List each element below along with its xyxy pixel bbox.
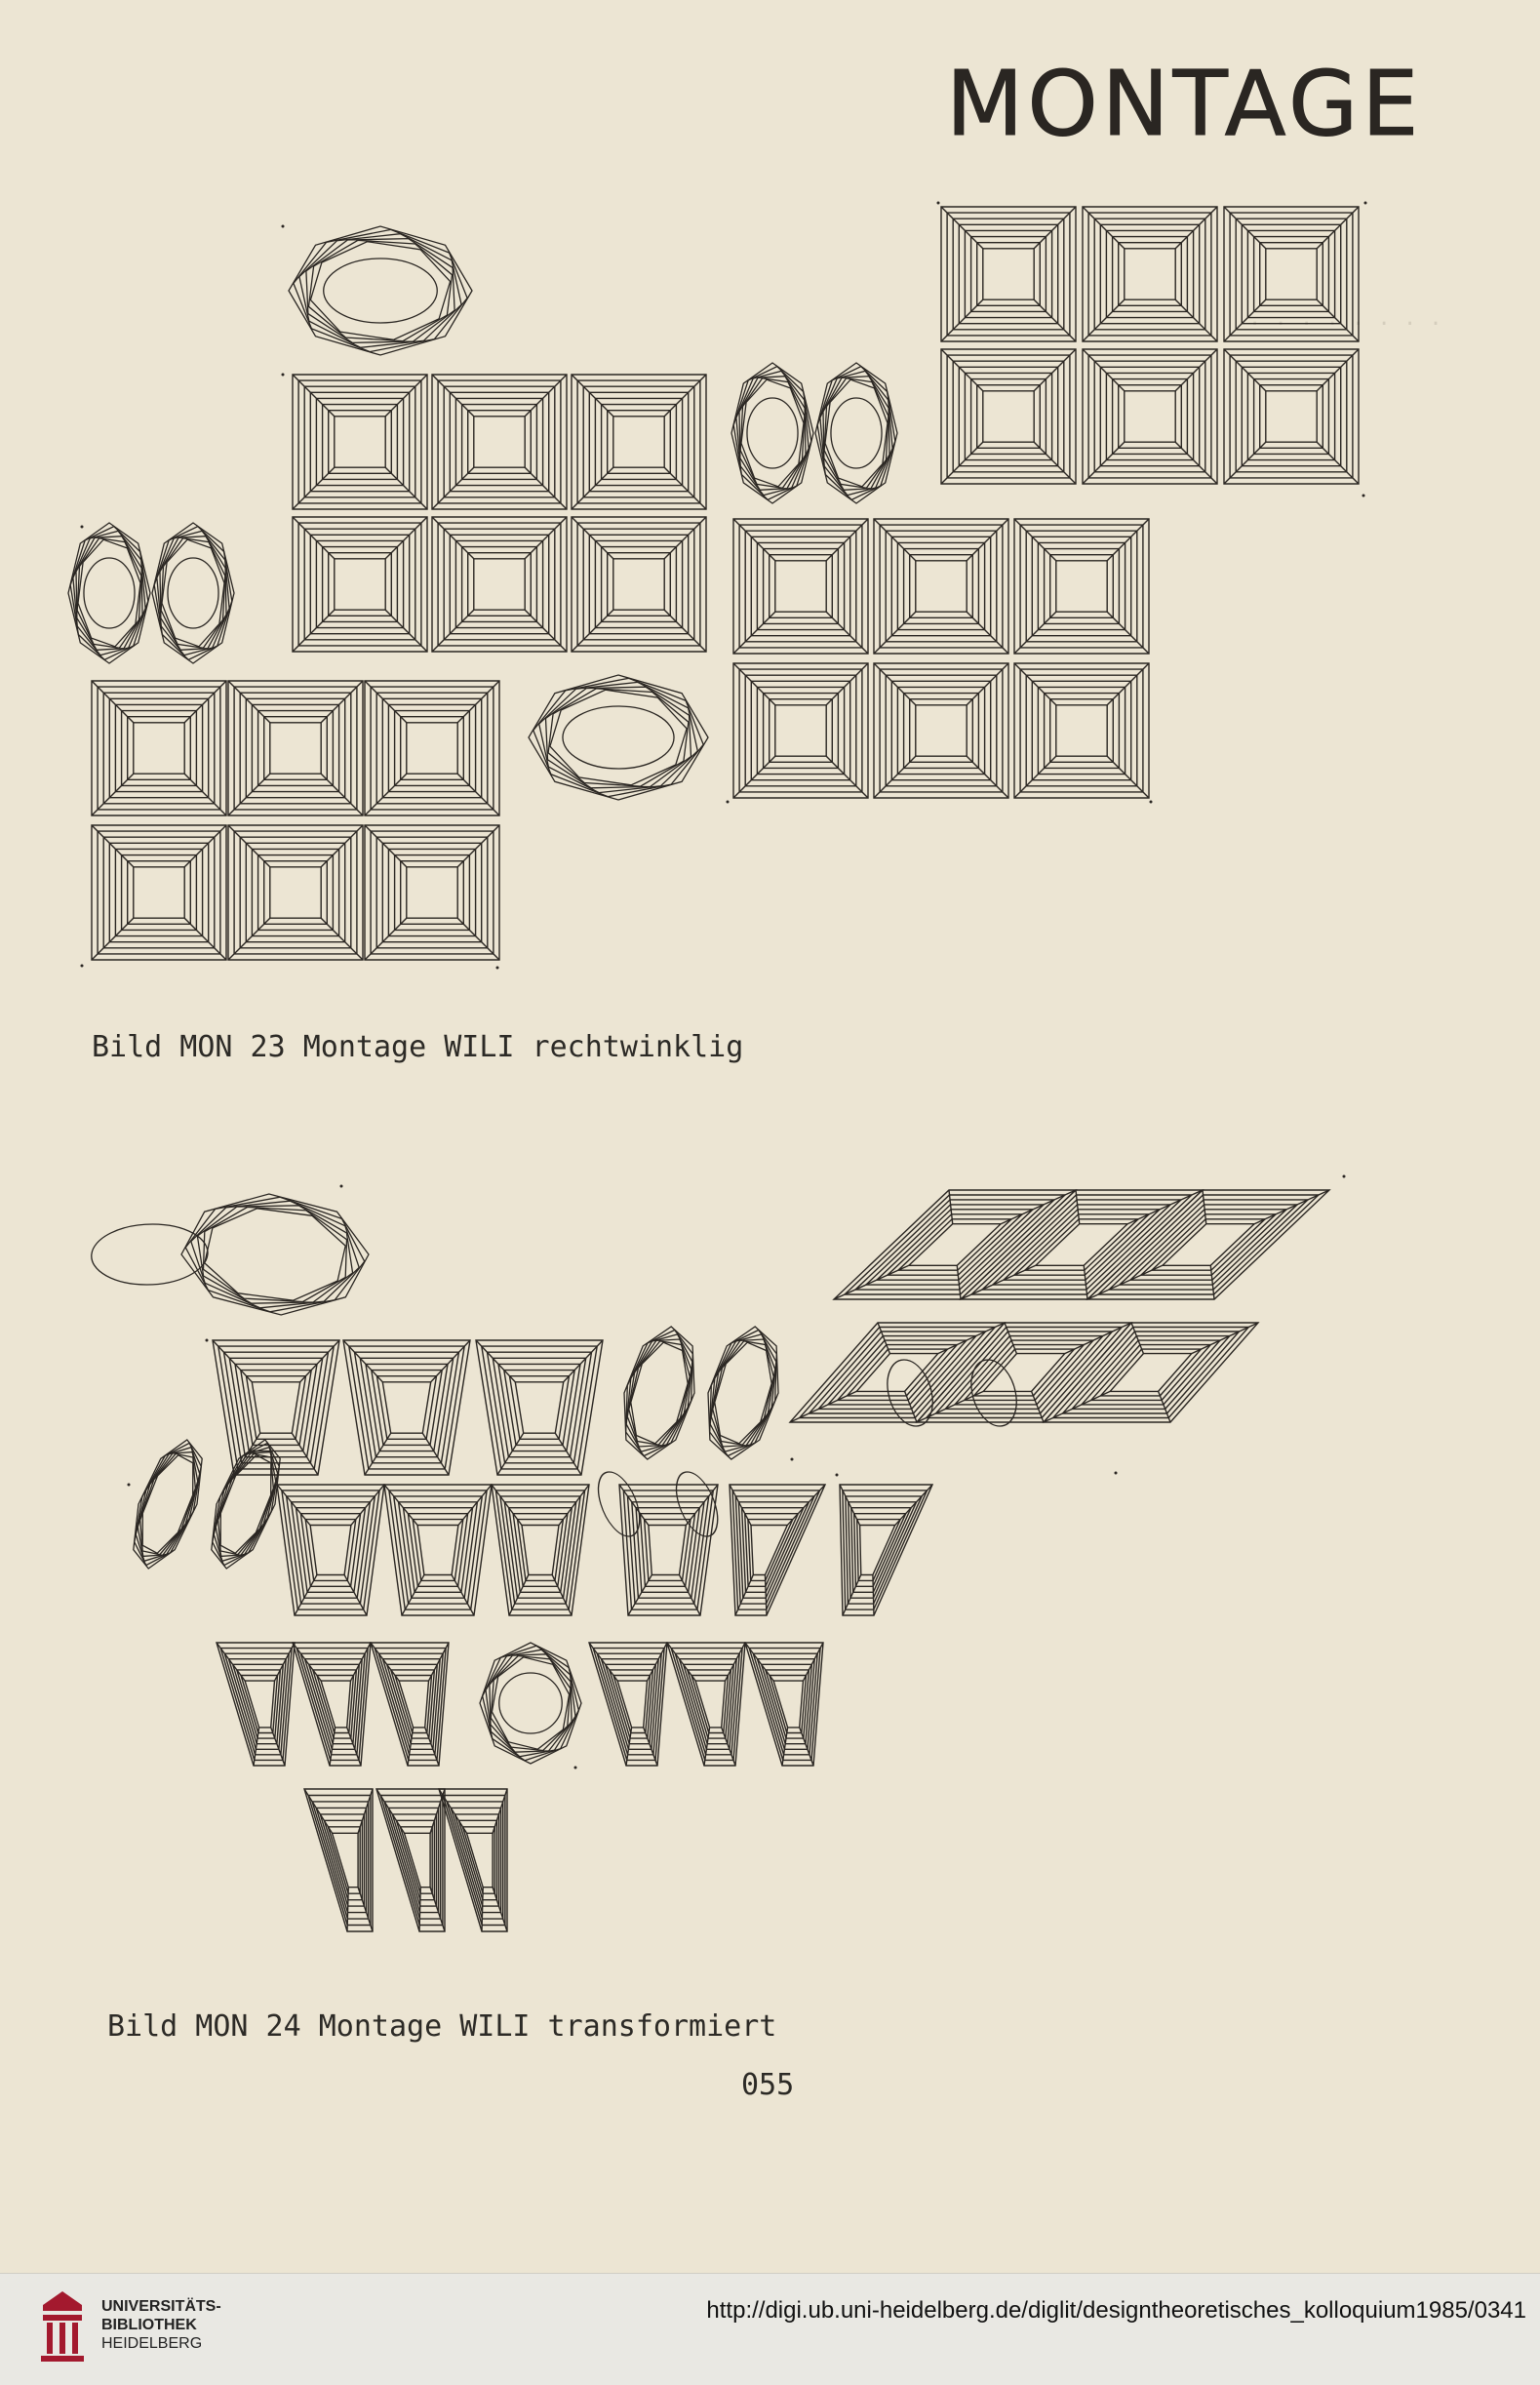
plot-corner-dot bbox=[340, 1185, 343, 1188]
permalink-url[interactable]: http://digi.ub.uni-heidelberg.de/diglit/designtheoretisches_kolloquium1985/0341 bbox=[706, 2297, 1526, 2324]
compressed-frame-tile bbox=[439, 1789, 507, 1931]
library-name-line-3: HEIDELBERG bbox=[101, 2335, 203, 2352]
plot-corner-dot bbox=[1343, 1175, 1346, 1178]
library-name-line-1: UNIVERSITÄTS- bbox=[101, 2298, 221, 2315]
plot-corner-dot bbox=[128, 1484, 131, 1487]
sheared-frame-tile bbox=[961, 1190, 1203, 1299]
plot-corner-dot bbox=[206, 1339, 209, 1342]
plot-corner-dot bbox=[1115, 1472, 1118, 1475]
trapezoid-frame-tile bbox=[277, 1485, 384, 1615]
trapezoid-frame-tile bbox=[619, 1485, 718, 1615]
show-through-text: · · · · · · · · bbox=[1248, 312, 1442, 337]
compressed-frame-tile bbox=[667, 1643, 745, 1766]
plot-corner-dot bbox=[574, 1767, 577, 1769]
lens-motif bbox=[708, 1327, 1021, 1459]
lens-motif bbox=[89, 1194, 369, 1315]
compressed-frame-tile bbox=[371, 1643, 449, 1766]
page-number: 055 bbox=[741, 2068, 795, 2102]
trapezoid-frame-tile bbox=[730, 1485, 825, 1615]
lens-motif bbox=[480, 1643, 581, 1764]
figure-24-caption: Bild MON 24 Montage WILI transformiert bbox=[107, 2009, 777, 2044]
viewer-footer bbox=[0, 2273, 1540, 2385]
compressed-frame-tile bbox=[293, 1643, 371, 1766]
plot-corner-dot bbox=[791, 1458, 794, 1461]
university-library-logo-icon bbox=[35, 2286, 90, 2367]
trapezoid-frame-tile bbox=[492, 1485, 589, 1615]
trapezoid-frame-tile bbox=[384, 1485, 492, 1615]
library-name bbox=[101, 2297, 221, 2353]
page-heading: MONTAGE bbox=[946, 52, 1423, 156]
sheared-frame-tile bbox=[834, 1190, 1076, 1299]
compressed-frame-tile bbox=[304, 1789, 373, 1931]
lens-motif bbox=[624, 1327, 937, 1459]
compressed-frame-tile bbox=[745, 1643, 823, 1766]
compressed-frame-tile bbox=[376, 1789, 445, 1931]
trapezoid-frame-tile bbox=[476, 1340, 603, 1475]
figure-23-caption: Bild MON 23 Montage WILI rechtwinklig bbox=[92, 1030, 744, 1064]
sheared-frame-tile bbox=[1087, 1190, 1329, 1299]
trapezoid-frame-tile bbox=[213, 1340, 339, 1475]
compressed-frame-tile bbox=[589, 1643, 667, 1766]
plot-corner-dot bbox=[836, 1474, 839, 1477]
compressed-frame-tile bbox=[217, 1643, 295, 1766]
library-name-line-2: BIBLIOTHEK bbox=[101, 2317, 197, 2333]
trapezoid-frame-tile bbox=[343, 1340, 470, 1475]
trapezoid-frame-tile bbox=[840, 1485, 932, 1615]
